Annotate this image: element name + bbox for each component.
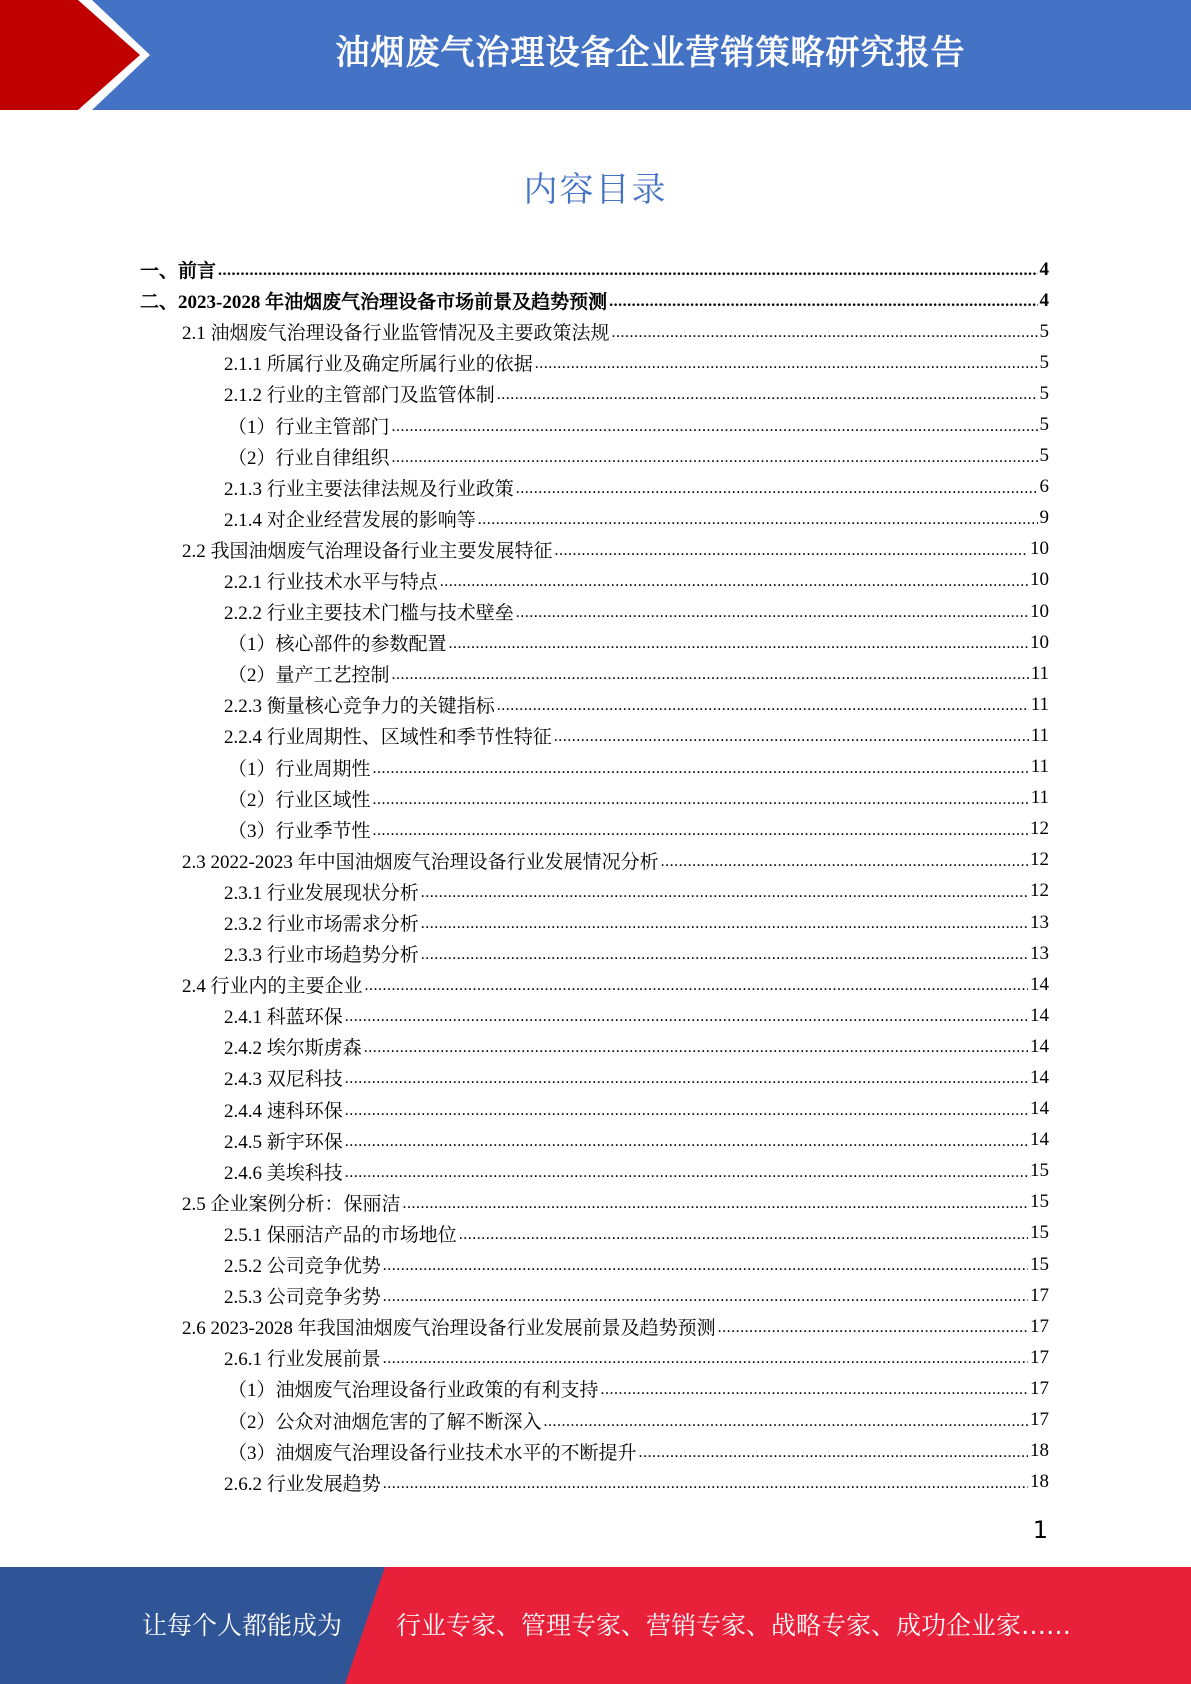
toc-entry-page: 17 [1030, 1409, 1049, 1431]
toc-entry-page: 13 [1030, 942, 1049, 964]
toc-dot-leader [459, 1218, 1028, 1249]
footer-banner [0, 1567, 1191, 1684]
toc-entry-title: 2.4.4 速科环保 [224, 1100, 343, 1122]
toc-entry-page: 5 [1039, 320, 1049, 342]
toc-entry[interactable] [140, 1218, 1049, 1249]
toc-dot-leader [601, 1373, 1028, 1404]
toc-entry[interactable] [140, 441, 1049, 472]
toc-entry-title: 2.4.5 新宇环保 [224, 1131, 343, 1153]
page-number: 1 [1032, 1516, 1048, 1544]
toc-dot-leader [392, 658, 1029, 689]
toc-entry-page: 5 [1039, 382, 1049, 404]
toc-entry[interactable] [140, 627, 1049, 658]
toc-dot-leader [383, 1467, 1028, 1498]
toc-dot-leader [544, 1405, 1028, 1436]
toc-entry-page: 11 [1030, 724, 1049, 746]
toc-entry[interactable] [140, 720, 1049, 751]
toc-dot-leader [421, 907, 1028, 938]
toc-entry-page: 5 [1039, 351, 1049, 373]
toc-dot-leader [345, 1156, 1028, 1187]
toc-dot-leader [373, 752, 1029, 783]
toc-entry[interactable] [140, 1280, 1049, 1311]
toc-dot-leader [345, 1000, 1028, 1031]
toc-entry[interactable] [140, 1062, 1049, 1093]
toc-dot-leader [365, 969, 1028, 1000]
toc-entry-page: 4 [1039, 258, 1049, 280]
toc-entry-page: 13 [1030, 911, 1049, 933]
toc-entry[interactable] [140, 347, 1049, 378]
toc-entry[interactable] [140, 378, 1049, 409]
toc-entry[interactable] [140, 1311, 1049, 1342]
toc-entry-page: 6 [1039, 476, 1049, 498]
toc-dot-leader [392, 410, 1038, 441]
chevron-arrow-icon [0, 0, 160, 110]
toc-entry-page: 15 [1030, 1253, 1049, 1275]
toc-dot-leader [345, 1094, 1028, 1125]
toc-dot-leader [383, 1342, 1028, 1373]
toc-entry[interactable] [140, 1125, 1049, 1156]
toc-dot-leader [497, 689, 1029, 720]
toc-dot-leader [345, 1125, 1028, 1156]
toc-entry-page: 11 [1030, 787, 1049, 809]
toc-entry-page: 12 [1030, 818, 1049, 840]
toc-entry[interactable] [140, 1094, 1049, 1125]
footer-slogan-right: 行业专家、管理专家、营销专家、战略专家、成功企业家…… [396, 1611, 1072, 1640]
toc-dot-leader [516, 472, 1038, 503]
toc-entry[interactable] [140, 409, 1049, 440]
toc-entry[interactable] [140, 1187, 1049, 1218]
footer-slogan-left: 让每个人都能成为 [142, 1611, 343, 1640]
toc-dot-leader [421, 876, 1028, 907]
toc-entry-page: 17 [1030, 1377, 1049, 1399]
toc-entry-title: （3）油烟废气治理设备行业技术水平的不断提升 [228, 1442, 637, 1464]
toc-entry-title: （1）核心部件的参数配置 [228, 634, 447, 656]
toc-entry[interactable] [140, 1373, 1049, 1404]
toc-dot-leader [555, 534, 1028, 565]
toc-entry-title: 2.1.2 行业的主管部门及监管体制 [224, 385, 495, 407]
toc-entry-title: 2.2 我国油烟废气治理设备行业主要发展特征 [182, 540, 553, 562]
toc-entry-page: 12 [1030, 849, 1049, 871]
toc-entry[interactable] [140, 1404, 1049, 1435]
toc-dot-leader [421, 938, 1028, 969]
toc-entry-page: 5 [1039, 414, 1049, 436]
toc-dot-leader [612, 316, 1038, 347]
toc-entry-title: 2.1.1 所属行业及确定所属行业的依据 [224, 354, 533, 376]
toc-entry-page: 11 [1030, 662, 1049, 684]
toc-entry-title: （2）量产工艺控制 [228, 665, 390, 687]
toc-entry-page: 18 [1030, 1440, 1049, 1462]
toc-entry-page: 15 [1030, 1191, 1049, 1213]
table-of-contents [140, 254, 1049, 1498]
toc-entry-title: 2.4.2 埃尔斯虏森 [224, 1038, 362, 1060]
report-title: 油烟废气治理设备企业营销策略研究报告 [335, 33, 966, 73]
toc-entry-page: 10 [1030, 538, 1049, 560]
toc-dot-leader [373, 814, 1028, 845]
toc-entry-page: 11 [1030, 693, 1049, 715]
toc-entry-title: 2.6 2023-2028 年我国油烟废气治理设备行业发展前景及趋势预测 [182, 1318, 716, 1340]
toc-entry[interactable] [140, 1467, 1049, 1498]
toc-dot-leader [478, 503, 1038, 534]
toc-entry-page: 18 [1030, 1471, 1049, 1493]
toc-dot-leader [218, 254, 1037, 285]
toc-entry-page: 12 [1030, 880, 1049, 902]
toc-entry-title: 2.5 企业案例分析：保丽洁 [182, 1193, 401, 1215]
toc-dot-leader [449, 627, 1028, 658]
toc-entry-page: 14 [1030, 1004, 1049, 1026]
toc-entry[interactable] [140, 845, 1049, 876]
toc-entry-title: 2.4 行业内的主要企业 [182, 976, 363, 998]
toc-entry-page: 10 [1030, 569, 1049, 591]
toc-dot-leader [364, 1031, 1028, 1062]
toc-entry-page: 14 [1030, 1035, 1049, 1057]
toc-entry[interactable] [140, 285, 1049, 316]
toc-entry-page: 14 [1030, 1098, 1049, 1120]
toc-entry[interactable] [140, 752, 1049, 783]
toc-entry-page: 14 [1030, 973, 1049, 995]
toc-entry-title: 二、2023-2028 年油烟废气治理设备市场前景及趋势预测 [140, 292, 608, 314]
toc-entry-title: 2.1.4 对企业经营发展的影响等 [224, 509, 476, 531]
toc-entry-title: 2.5.3 公司竞争劣势 [224, 1287, 381, 1309]
toc-entry[interactable] [140, 658, 1049, 689]
toc-dot-leader [383, 1249, 1028, 1280]
toc-entry-page: 15 [1030, 1222, 1049, 1244]
toc-entry[interactable] [140, 503, 1049, 534]
toc-entry-title: 2.1 油烟废气治理设备行业监管情况及主要政策法规 [182, 323, 610, 345]
toc-entry-page: 9 [1039, 507, 1049, 529]
toc-entry[interactable] [140, 254, 1049, 285]
toc-entry-title: 2.5.1 保丽洁产品的市场地位 [224, 1224, 457, 1246]
toc-entry-page: 15 [1030, 1160, 1049, 1182]
toc-dot-leader [392, 441, 1038, 472]
toc-entry[interactable] [140, 876, 1049, 907]
toc-heading: 内容目录 [523, 170, 668, 210]
toc-dot-leader [373, 783, 1029, 814]
toc-entry-title: 2.5.2 公司竞争优势 [224, 1256, 381, 1278]
toc-entry-title: 2.6.1 行业发展前景 [224, 1349, 381, 1371]
header-banner [0, 0, 1191, 110]
toc-entry[interactable] [140, 969, 1049, 1000]
toc-entry-page: 11 [1030, 756, 1049, 778]
toc-entry[interactable] [140, 938, 1049, 969]
toc-entry-title: 2.1.3 行业主要法律法规及行业政策 [224, 478, 514, 500]
toc-entry-title: （3）行业季节性 [228, 820, 371, 842]
toc-dot-leader [383, 1280, 1028, 1311]
toc-entry[interactable] [140, 472, 1049, 503]
toc-dot-leader [639, 1436, 1028, 1467]
toc-entry[interactable] [140, 689, 1049, 720]
toc-dot-leader [718, 1311, 1028, 1342]
toc-entry-title: （1）行业主管部门 [228, 416, 390, 438]
toc-entry-page: 5 [1039, 445, 1049, 467]
toc-entry[interactable] [140, 596, 1049, 627]
toc-entry-title: 2.4.3 双尼科技 [224, 1069, 343, 1091]
toc-dot-leader [609, 285, 1037, 316]
toc-dot-leader [497, 378, 1038, 409]
toc-entry-page: 17 [1030, 1284, 1049, 1306]
toc-entry[interactable] [140, 814, 1049, 845]
toc-entry-title: （2）公众对油烟危害的了解不断深入 [228, 1411, 542, 1433]
toc-entry-page: 10 [1030, 631, 1049, 653]
toc-entry[interactable] [140, 1031, 1049, 1062]
toc-entry-title: 一、前言 [140, 261, 217, 283]
toc-dot-leader [554, 720, 1029, 751]
toc-dot-leader [661, 845, 1028, 876]
toc-entry-title: 2.3.2 行业市场需求分析 [224, 914, 419, 936]
toc-dot-leader [535, 347, 1038, 378]
toc-entry-title: （2）行业自律组织 [228, 447, 390, 469]
toc-entry[interactable] [140, 534, 1049, 565]
toc-entry-title: （1）行业周期性 [228, 758, 371, 780]
toc-entry-title: （2）行业区域性 [228, 789, 371, 811]
toc-entry[interactable] [140, 1436, 1049, 1467]
toc-entry-title: 2.3.3 行业市场趋势分析 [224, 945, 419, 967]
toc-entry[interactable] [140, 1156, 1049, 1187]
toc-entry-page: 4 [1039, 289, 1049, 311]
toc-entry-title: 2.2.4 行业周期性、区域性和季节性特征 [224, 727, 552, 749]
toc-entry-title: （1）油烟废气治理设备行业政策的有利支持 [228, 1380, 599, 1402]
toc-entry-title: 2.2.3 衡量核心竞争力的关键指标 [224, 696, 495, 718]
toc-entry-title: 2.4.6 美埃科技 [224, 1162, 343, 1184]
toc-entry-title: 2.3 2022-2023 年中国油烟废气治理设备行业发展情况分析 [182, 851, 659, 873]
toc-entry-page: 14 [1030, 1129, 1049, 1151]
toc-entry-title: 2.2.1 行业技术水平与特点 [224, 571, 438, 593]
toc-entry-title: 2.6.2 行业发展趋势 [224, 1473, 381, 1495]
toc-entry-title: 2.3.1 行业发展现状分析 [224, 882, 419, 904]
toc-entry-page: 14 [1030, 1066, 1049, 1088]
toc-dot-leader [345, 1062, 1028, 1093]
toc-entry[interactable] [140, 1342, 1049, 1373]
toc-entry[interactable] [140, 1000, 1049, 1031]
toc-dot-leader [516, 596, 1028, 627]
toc-entry-page: 10 [1030, 600, 1049, 622]
toc-dot-leader [440, 565, 1028, 596]
toc-entry-page: 17 [1030, 1346, 1049, 1368]
toc-entry-title: 2.4.1 科蓝环保 [224, 1007, 343, 1029]
toc-entry[interactable] [140, 783, 1049, 814]
toc-dot-leader [403, 1187, 1028, 1218]
toc-entry-title: 2.2.2 行业主要技术门槛与技术壁垒 [224, 603, 514, 625]
toc-entry[interactable] [140, 1249, 1049, 1280]
toc-entry[interactable] [140, 565, 1049, 596]
toc-entry[interactable] [140, 316, 1049, 347]
toc-entry-page: 17 [1030, 1315, 1049, 1337]
toc-entry[interactable] [140, 907, 1049, 938]
